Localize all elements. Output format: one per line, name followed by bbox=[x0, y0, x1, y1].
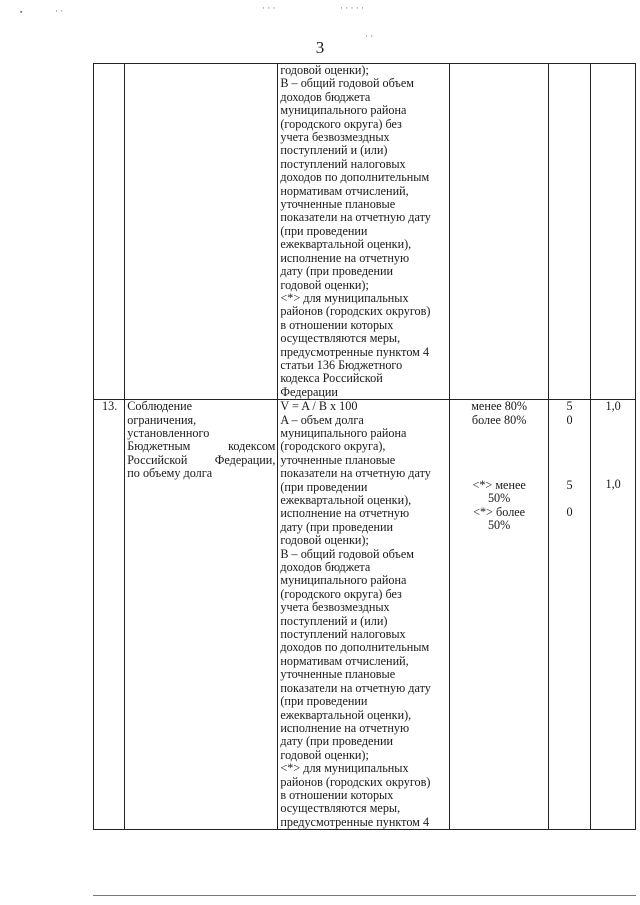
formula-line: осуществляются меры, bbox=[280, 331, 401, 346]
condition-line: менее 80% bbox=[471, 399, 528, 414]
formula-line: районов (городских округов) bbox=[280, 304, 431, 319]
formula-line: годовой оценки); bbox=[280, 533, 369, 548]
points-value: 0 bbox=[566, 412, 573, 427]
formula-line: показатели на отчетную дату bbox=[280, 210, 431, 225]
points-value: 5 bbox=[566, 399, 573, 414]
criterion-line: установленного bbox=[127, 425, 210, 440]
formula-line: уточненные плановые bbox=[280, 452, 396, 467]
condition-line: 50% bbox=[487, 518, 511, 533]
condition-line: 50% bbox=[487, 491, 511, 506]
criterion-line: по объему долга bbox=[127, 466, 213, 481]
formula-line: <*> для муниципальных bbox=[280, 761, 409, 776]
weight-value: 1,0 bbox=[605, 476, 621, 491]
formula-line: районов (городских округов) bbox=[280, 774, 431, 789]
formula-cell bbox=[278, 400, 450, 830]
formula-line: годовой оценки); bbox=[280, 747, 369, 762]
formula-line: доходов бюджета bbox=[280, 89, 371, 104]
formula-line: в отношении которых bbox=[280, 787, 394, 802]
formula-line: кодекса Российской bbox=[280, 371, 383, 386]
formula-line: (городского округа) без bbox=[280, 586, 402, 601]
formula-line: поступлений налоговых bbox=[280, 627, 406, 642]
scan-mark: · · · bbox=[262, 3, 276, 13]
formula-line: B – общий годовой объем bbox=[280, 76, 414, 91]
formula-line: B – общий годовой объем bbox=[280, 546, 414, 561]
condition-line: <*> менее bbox=[472, 477, 526, 492]
formula-line: ежеквартальной оценки), bbox=[280, 707, 412, 722]
formula-line: уточненные плановые bbox=[280, 197, 396, 212]
table-row-continued bbox=[94, 64, 636, 400]
formula-line: предусмотренные пунктом 4 bbox=[280, 814, 430, 829]
formula-line: показатели на отчетную дату bbox=[280, 680, 431, 695]
formula-line: в отношении которых bbox=[280, 317, 394, 332]
formula-line: доходов по дополнительным bbox=[280, 170, 430, 185]
formula-line: (городского округа), bbox=[280, 439, 386, 454]
formula-line: V = A / B x 100 bbox=[280, 399, 358, 414]
formula-line: (городского округа) без bbox=[280, 116, 402, 131]
weight-value: 1,0 bbox=[605, 399, 621, 414]
criterion-line: ограничения, bbox=[127, 412, 197, 427]
condition-cell bbox=[450, 64, 548, 400]
points-value: 0 bbox=[566, 504, 573, 519]
formula-line: муниципального района bbox=[280, 425, 407, 440]
formula-line: (при проведении bbox=[280, 694, 368, 709]
criterion-line: Бюджетным кодексом bbox=[127, 439, 276, 454]
formula-line: дату (при проведении bbox=[280, 264, 394, 279]
criterion-line: Соблюдение bbox=[127, 399, 193, 414]
page-bottom-rule bbox=[93, 895, 636, 896]
formula-line: (при проведении bbox=[280, 479, 368, 494]
formula-line: ежеквартальной оценки), bbox=[280, 237, 412, 252]
criteria-table bbox=[93, 63, 636, 830]
formula-line: годовой оценки); bbox=[280, 63, 369, 77]
criterion-cell bbox=[125, 64, 278, 400]
weight-cell bbox=[591, 400, 636, 830]
formula-line: исполнение на отчетную bbox=[280, 250, 410, 265]
formula-line: исполнение на отчетную bbox=[280, 720, 410, 735]
weight-cell bbox=[591, 64, 636, 400]
scan-mark: ▪ bbox=[20, 8, 23, 16]
formula-line: муниципального района bbox=[280, 103, 407, 118]
formula-line: нормативам отчислений, bbox=[280, 653, 409, 668]
formula-line: поступлений налоговых bbox=[280, 156, 406, 171]
formula-cell bbox=[278, 64, 450, 400]
row-number-cell bbox=[94, 64, 125, 400]
points-cell bbox=[548, 400, 590, 830]
formula-line: доходов по дополнительным bbox=[280, 640, 430, 655]
formula-line: осуществляются меры, bbox=[280, 801, 401, 816]
formula-line: годовой оценки); bbox=[280, 277, 369, 292]
scan-mark: · · bbox=[365, 31, 374, 41]
page-number: 3 bbox=[315, 38, 325, 57]
points-cell bbox=[548, 64, 590, 400]
condition-line: более 80% bbox=[471, 412, 527, 427]
formula-line: статьи 136 Бюджетного bbox=[280, 357, 403, 372]
formula-line: дату (при проведении bbox=[280, 519, 394, 534]
row-number-cell: 13. bbox=[94, 400, 125, 830]
formula-line: муниципального района bbox=[280, 573, 407, 588]
formula-line: <*> для муниципальных bbox=[280, 290, 409, 305]
formula-line: ежеквартальной оценки), bbox=[280, 493, 412, 507]
formula-line: исполнение на отчетную bbox=[280, 506, 410, 521]
formula-line: нормативам отчислений, bbox=[280, 183, 409, 198]
formula-line: поступлений и (или) bbox=[280, 143, 388, 158]
formula-line: предусмотренные пунктом 4 bbox=[280, 344, 430, 359]
formula-line: A – объем долга bbox=[280, 412, 364, 427]
formula-line: Федерации bbox=[280, 384, 338, 399]
formula-line: учета безвозмездных bbox=[280, 130, 390, 145]
condition-cell bbox=[450, 400, 548, 830]
scan-mark: · · · · · bbox=[340, 3, 364, 13]
formula-line: показатели на отчетную дату bbox=[280, 466, 431, 481]
scan-mark: · · bbox=[55, 6, 64, 16]
criterion-cell bbox=[125, 400, 278, 830]
table-row-13 bbox=[94, 400, 636, 830]
condition-line: <*> более bbox=[473, 504, 526, 519]
formula-line: уточненные плановые bbox=[280, 667, 396, 682]
formula-line: поступлений и (или) bbox=[280, 613, 388, 628]
points-value: 5 bbox=[566, 477, 573, 492]
formula-line: доходов бюджета bbox=[280, 560, 371, 575]
criterion-line: Российской Федерации, bbox=[127, 452, 276, 467]
formula-line: (при проведении bbox=[280, 223, 368, 238]
formula-line: дату (при проведении bbox=[280, 734, 394, 749]
formula-line: учета безвозмездных bbox=[280, 600, 390, 615]
